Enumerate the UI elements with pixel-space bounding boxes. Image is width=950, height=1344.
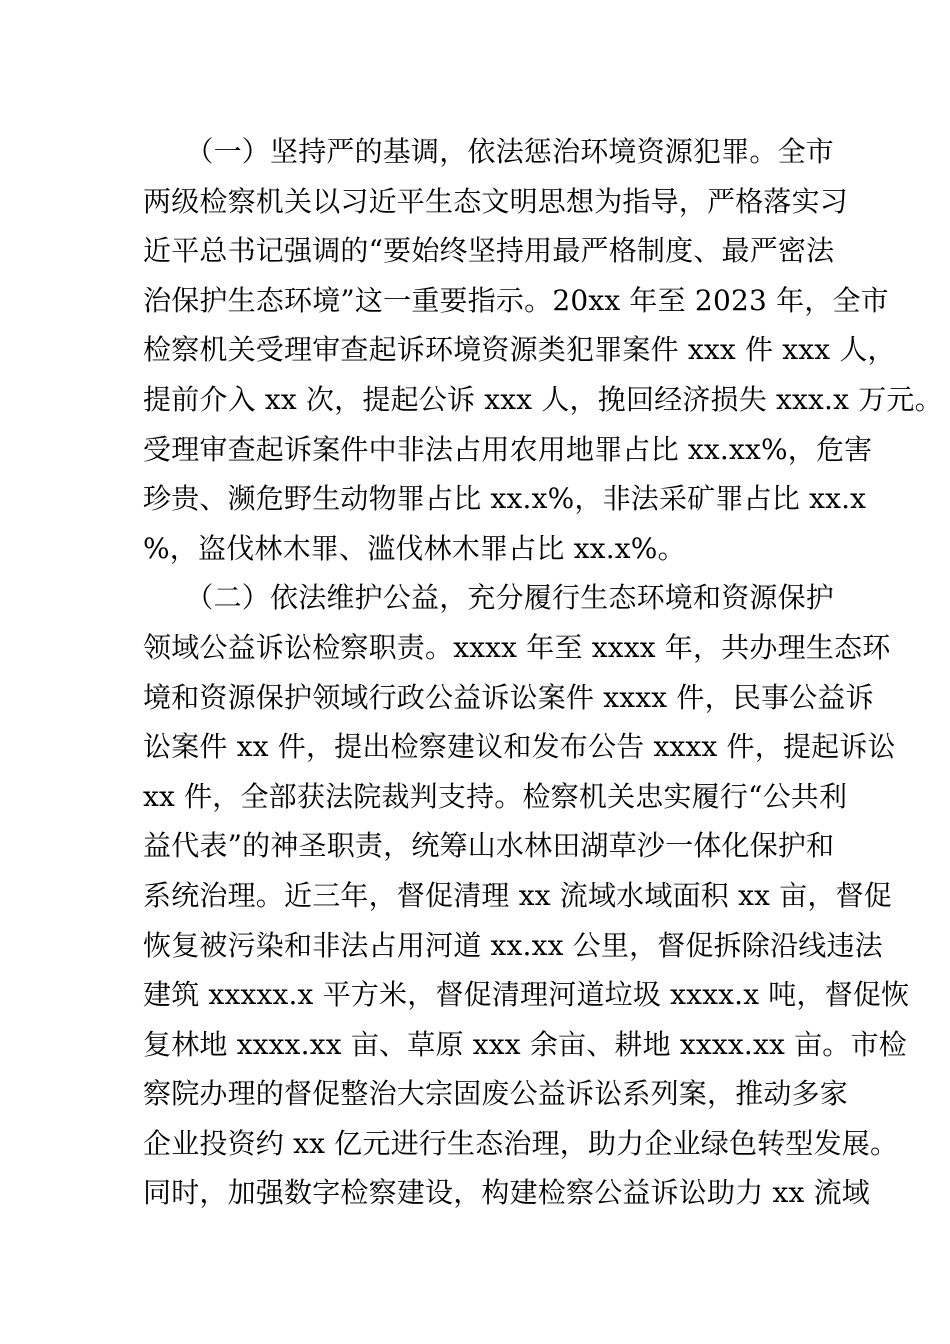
text-line: 提前介入 xx 次，提起公诉 xxx 人，挽回经济损失 xxx.x 万元。 xyxy=(143,382,943,416)
text-line: xx 件，全部获法院裁判支持。检察机关忠实履行“公共利 xyxy=(143,779,848,813)
text-line: 同时，加强数字检察建设，构建检察公益诉讼助力 xx 流域 xyxy=(143,1176,870,1210)
text-line: 检察机关受理审查起诉环境资源类犯罪案件 xxx 件 xxx 人， xyxy=(143,333,896,367)
body-text xyxy=(143,127,943,1218)
text-line: 境和资源保护领域行政公益诉讼案件 xxxx 件，民事公益诉 xyxy=(143,680,874,714)
text-line: 两级检察机关以习近平生态文明思想为指导，严格落实习 xyxy=(143,184,849,218)
text-line: 讼案件 xx 件，提出检察建议和发布公告 xxxx 件，提起诉讼 xyxy=(143,730,896,764)
text-line: 企业投资约 xx 亿元进行生态治理，助力企业绿色转型发展。 xyxy=(143,1126,899,1160)
text-line: 察院办理的督促整治大宗固废公益诉讼系列案，推动多家 xyxy=(143,1077,849,1111)
text-line: （二）依法维护公益，充分履行生态环境和资源保护 xyxy=(143,581,835,615)
text-line: 珍贵、濒危野生动物罪占比 xx.x%，非法采矿罪占比 xx.x xyxy=(143,482,867,516)
text-line: 系统治理。近三年，督促清理 xx 流域水域面积 xx 亩，督促 xyxy=(143,878,892,912)
text-line: 建筑 xxxxx.x 平方米，督促清理河道垃圾 xxxx.x 吨，督促恢 xyxy=(143,978,910,1012)
text-line: 近平总书记强调的“要始终坚持用最严格制度、最严密法 xyxy=(143,234,835,268)
text-line: 治保护生态环境”这一重要指示。20xx 年至 2023 年，全市 xyxy=(143,283,889,317)
text-line: %，盗伐林木罪、滥伐林木罪占比 xx.x%。 xyxy=(143,531,686,565)
text-line: 恢复被污染和非法占用河道 xx.xx 公里，督促拆除沿线违法 xyxy=(143,928,883,962)
text-line: （一）坚持严的基调，依法惩治环境资源犯罪。全市 xyxy=(143,135,835,168)
text-line: 复林地 xxxx.xx 亩、草原 xxx 余亩、耕地 xxxx.xx 亩。市检 xyxy=(143,1027,907,1061)
text-line: 领域公益诉讼检察职责。xxxx 年至 xxxx 年，共办理生态环 xyxy=(143,630,891,664)
text-line: 受理审查起诉案件中非法占用农用地罪占比 xx.xx%，危害 xyxy=(143,432,873,466)
text-line: 益代表”的神圣职责，统筹山水林田湖草沙一体化保护和 xyxy=(143,829,835,863)
